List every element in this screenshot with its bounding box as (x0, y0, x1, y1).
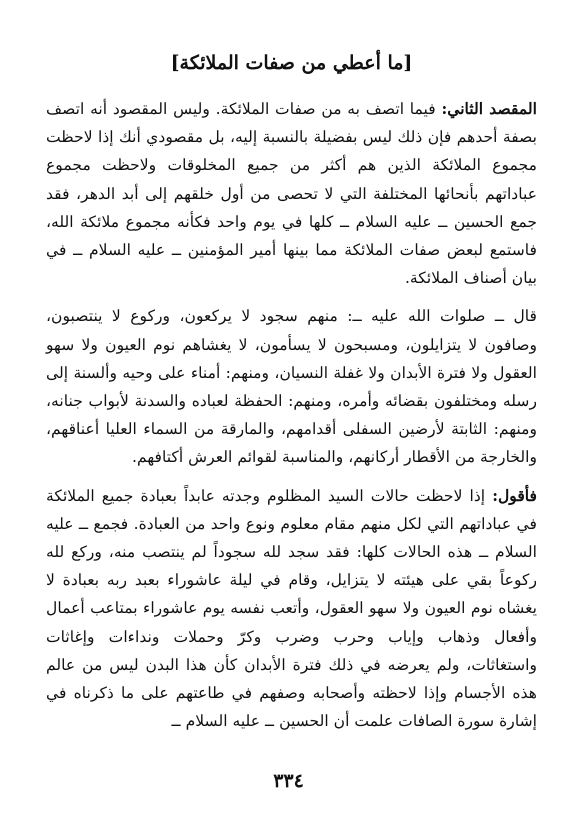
paragraph-1 (46, 95, 537, 292)
paragraph-3-lead: فأقول: (492, 485, 537, 505)
paragraph-3 (46, 482, 537, 736)
page-number: ٣٣٤ (273, 770, 304, 792)
paragraph-1-lead: المقصد الثاني: (441, 99, 537, 118)
paragraph-3-text: إذا لاحظت حالات السيد المظلوم وجدته عابداً بعبادة جميع الملائكة في عباداتهم التي لكل منهم مقام معلوم ونوع واحد من العبادة. فجمع ــ عليه السلام ــ هذه الحالات كلها: فقد سجد لله سجوداً لم ينتصب منه، وركع لله ركوعاً بقي على هيئته لا يتزايل، وقام في ليلة عاشوراء بعبد ربه بعبادة لا يغشاه نوم العيون ولا سهو العقول، وأتعب نفسه يوم عاشوراء بمتاعب أعمال وأفعال وذهاب وإياب وحرب وضرب وكرّ وحملات ونداءات وإغاثات واستغاثات، ولم يعرضه في ذلك فترة الأبدان كأن هذا البدن ليس من عالم هذه الأجسام وإذا لاحظته وأصحابه وصفهم في طاعتهم على ما ذكرناه في إشارة سورة الصافات علمت أن الحسين ــ عليه السلام ــ (46, 486, 537, 731)
paragraph-1-text: فيما اتصف به من صفات الملائكة. وليس المقصود أنه اتصف بصفة أحدهم فإن ذلك ليس بفضيلة بالنسبة إليه، بل مقصودي أنك إذا لاحظت مجموع الملائكة الذين هم أكثر من جميع المخلوقات ولاحظت مجموع عباداتهم بأنحائها المختلفة التي لا تحصى من أول خلقهم إلى أبد الدهر، فقد جمع الحسين ــ عليه السلام ــ كلها في يوم واحد فكأنه مجموع ملائكة الله، فاستمع لبعض صفات الملائكة مما بينها أمير المؤمنين ــ عليه السلام ــ في بيان أصناف الملائكة. (46, 100, 537, 288)
paragraph-2 (46, 302, 537, 471)
paragraph-2-text: قال ــ صلوات الله عليه ــ: منهم سجود لا يركعون، وركوع لا ينتصبون، وصافون لا يتزايلون، ومسبحون لا يسأمون، لا يغشاهم نوم العيون ولا سهو العقول ولا فترة الأبدان ولا غفلة النسيان، ومنهم: أمناء على وحيه وألسنة إلى رسله ومختلفون بقضائه وأمره، ومنهم: الحفظة لعباده والسدنة لأبواب جنانه، ومنهم: الثابتة لأرضين السفلى أقدامهم، والمارقة من السماء العليا أعناقهم، والخارجة من الأقطار أركانهم، والمناسبة لقوائم العرش أكتافهم. (46, 307, 537, 467)
section-heading: [ما أعطي من صفات الملائكة] (170, 52, 413, 74)
